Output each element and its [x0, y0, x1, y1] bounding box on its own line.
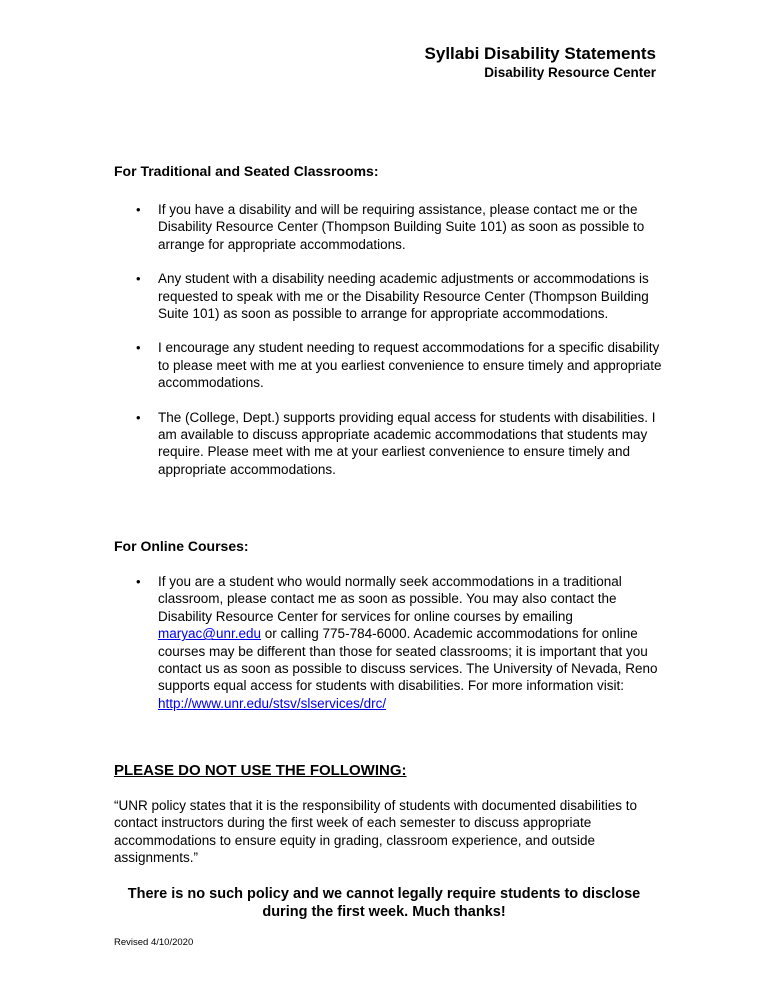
- bullet-text: The (College, Dept.) supports providing equal access for students with disabilities. I am available to discuss appropriate academic accommodations that students may require. Please meet with me at your earliest convenience to ensure timely and appropriate accommodations.: [158, 409, 656, 477]
- bullet-text: If you have a disability and will be requiring assistance, please contact me or the Disability Resource Center (Thompson Building Suite 101) as soon as possible to arrange for appropriate accommodations.: [158, 202, 645, 252]
- revision-date: Revised 4/10/2020: [114, 937, 194, 948]
- drc-website-link[interactable]: http://www.unr.edu/stsv/slservices/drc/: [158, 695, 387, 711]
- list-item: [114, 201, 662, 253]
- traditional-bullet-list: [114, 201, 662, 495]
- list-item: [114, 573, 662, 712]
- bullet-icon: •: [136, 574, 141, 589]
- disallowed-statement-quote: “UNR policy states that it is the responsibility of students with documented disabilities to contact instructors during the first week of each semester to discuss appropriate accommodations to ensure equity in grading, classroom experience, and outside assignments.”: [114, 798, 637, 866]
- document-subtitle: Disability Resource Center: [484, 65, 656, 80]
- bullet-text: I encourage any student needing to request accommodations for a specific disability to please meet with me at you earliest convenience to ensure timely and appropriate accommodations.: [158, 340, 662, 391]
- bullet-text: Any student with a disability needing academic adjustments or accommodations is requested to speak with me or the Disability Resource Center (Thompson Building Suite 101) as soon as possible to arrange for appropriate accommodations.: [158, 271, 649, 322]
- traditional-heading: For Traditional and Seated Classrooms:: [114, 163, 379, 179]
- online-bullet-list: [114, 573, 662, 729]
- bullet-text-part1: If you are a student who would normally seek accommodations in a traditional classroom, please contact me as soon as possible. You may also contact the Disability Resource Center for services for online courses by emailing: [158, 574, 622, 624]
- bullet-icon: •: [136, 340, 141, 356]
- list-item: [114, 270, 662, 322]
- list-item: [114, 409, 662, 479]
- list-item: [114, 339, 662, 391]
- document-title: Syllabi Disability Statements: [424, 44, 656, 63]
- closing-note: There is no such policy and we cannot legally require students to disclose during the first week. Much thanks!: [127, 886, 641, 920]
- online-heading: For Online Courses:: [114, 538, 249, 554]
- bullet-icon: •: [136, 409, 141, 425]
- bullet-text-part2: or calling 775-784-6000. Academic accommodations for online courses may be different than those for seated classrooms; it is important that you contact us as soon as possible to discuss services. The University of Nevada, Reno supports equal access for students with disabilities. For more information visit:: [158, 626, 658, 694]
- document-header: [425, 44, 656, 82]
- bullet-icon: •: [136, 202, 141, 217]
- bullet-icon: •: [136, 271, 141, 287]
- warning-heading: PLEASE DO NOT USE THE FOLLOWING:: [114, 762, 407, 779]
- email-link[interactable]: maryac@unr.edu: [158, 626, 262, 642]
